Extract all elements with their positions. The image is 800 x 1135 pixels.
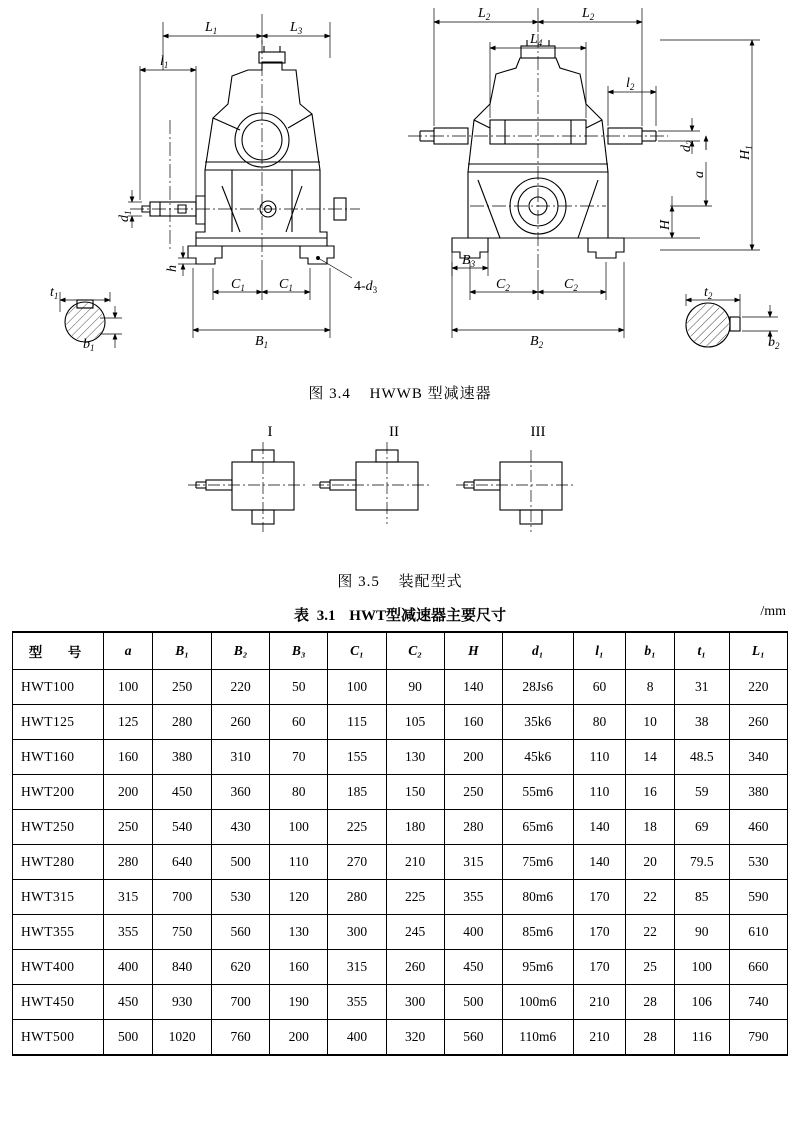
cell-b1s: 18 bbox=[626, 810, 674, 845]
cell-c1: 355 bbox=[328, 985, 386, 1020]
table-number: 3.1 bbox=[316, 608, 336, 624]
cell-h: 280 bbox=[444, 810, 502, 845]
column-header-c2: C₂ bbox=[386, 632, 444, 670]
cell-b2: 560 bbox=[211, 915, 269, 950]
svg-text:t2: $t_2$ bbox=[704, 285, 713, 301]
assembly-type-label-1: I bbox=[267, 424, 273, 440]
svg-text:C1: $C_1$ bbox=[279, 277, 293, 293]
cell-b1: 450 bbox=[153, 775, 212, 810]
figure-3-5-caption bbox=[0, 570, 800, 591]
cell-l1: 140 bbox=[573, 810, 626, 845]
cell-h: 355 bbox=[444, 880, 502, 915]
cell-model: HWT400 bbox=[13, 950, 104, 985]
cell-b2: 310 bbox=[211, 740, 269, 775]
cell-c1: 270 bbox=[328, 845, 386, 880]
svg-text:h: h bbox=[165, 265, 180, 272]
cell-l1: 170 bbox=[573, 950, 626, 985]
cell-b1: 540 bbox=[153, 810, 212, 845]
cell-b1: 930 bbox=[153, 985, 212, 1020]
svg-text:C2: $C_2$ bbox=[564, 277, 578, 293]
cell-b2: 430 bbox=[211, 810, 269, 845]
figure-3-4-drawing bbox=[0, 0, 800, 380]
svg-text:l1: $l_1$ bbox=[160, 54, 169, 70]
table-label: 表 bbox=[294, 608, 310, 624]
cell-d1: 45k6 bbox=[502, 740, 573, 775]
cell-d1: 65m6 bbox=[502, 810, 573, 845]
cell-b1s: 16 bbox=[626, 775, 674, 810]
cell-h: 500 bbox=[444, 985, 502, 1020]
cell-l1: 170 bbox=[573, 915, 626, 950]
svg-text:B1: $B_1$ bbox=[255, 334, 269, 350]
cell-a: 160 bbox=[104, 740, 153, 775]
cell-a: 500 bbox=[104, 1020, 153, 1056]
cell-b3: 50 bbox=[270, 670, 328, 705]
cell-a: 100 bbox=[104, 670, 153, 705]
cell-d1: 95m6 bbox=[502, 950, 573, 985]
table-row bbox=[13, 985, 788, 1020]
cell-t1: 85 bbox=[674, 880, 729, 915]
cell-h: 315 bbox=[444, 845, 502, 880]
cell-b2: 360 bbox=[211, 775, 269, 810]
table-section bbox=[12, 604, 788, 1056]
cell-b1s: 8 bbox=[626, 670, 674, 705]
cell-c1: 225 bbox=[328, 810, 386, 845]
svg-text:L1: $L_1$ bbox=[205, 20, 218, 36]
cell-model: HWT450 bbox=[13, 985, 104, 1020]
svg-text:H1: $H_1$ bbox=[738, 145, 754, 160]
cell-t1: 116 bbox=[674, 1020, 729, 1056]
svg-text:L2: $L_2$ bbox=[478, 6, 491, 22]
cell-b2: 620 bbox=[211, 950, 269, 985]
column-header-a: a bbox=[104, 632, 153, 670]
column-header-b2: B₂ bbox=[211, 632, 269, 670]
cell-b1s: 14 bbox=[626, 740, 674, 775]
cell-model: HWT355 bbox=[13, 915, 104, 950]
table-row bbox=[13, 845, 788, 880]
svg-text:L4: $L_4$ bbox=[530, 32, 543, 48]
figure-3-5-number: 3.5 bbox=[358, 574, 380, 590]
table-row bbox=[13, 670, 788, 705]
cell-b3: 100 bbox=[270, 810, 328, 845]
assembly-types-svg bbox=[0, 420, 800, 560]
cell-b3: 200 bbox=[270, 1020, 328, 1056]
cell-L1: 590 bbox=[729, 880, 787, 915]
cell-a: 400 bbox=[104, 950, 153, 985]
cell-d1: 80m6 bbox=[502, 880, 573, 915]
table-row bbox=[13, 880, 788, 915]
cell-l1: 110 bbox=[573, 740, 626, 775]
cell-b3: 80 bbox=[270, 775, 328, 810]
cell-d1: 75m6 bbox=[502, 845, 573, 880]
cell-a: 200 bbox=[104, 775, 153, 810]
column-header-l1: l₁ bbox=[573, 632, 626, 670]
table-title-text: HWT型减速器主要尺寸 bbox=[349, 608, 506, 624]
cell-b1s: 20 bbox=[626, 845, 674, 880]
cell-t1: 79.5 bbox=[674, 845, 729, 880]
figure-3-5-label: 图 bbox=[337, 574, 354, 590]
cell-c2: 225 bbox=[386, 880, 444, 915]
column-header-b1: B₁ bbox=[153, 632, 212, 670]
column-header-b1small: b₁ bbox=[626, 632, 674, 670]
svg-text:H: H bbox=[658, 219, 673, 230]
cell-b1: 640 bbox=[153, 845, 212, 880]
cell-b1: 250 bbox=[153, 670, 212, 705]
cell-b3: 130 bbox=[270, 915, 328, 950]
svg-text:B3: $B_3$ bbox=[462, 253, 476, 269]
cell-c2: 130 bbox=[386, 740, 444, 775]
cell-L1: 340 bbox=[729, 740, 787, 775]
cell-h: 450 bbox=[444, 950, 502, 985]
cell-c2: 105 bbox=[386, 705, 444, 740]
cell-b2: 700 bbox=[211, 985, 269, 1020]
cell-c1: 315 bbox=[328, 950, 386, 985]
cell-c1: 100 bbox=[328, 670, 386, 705]
cell-L1: 530 bbox=[729, 845, 787, 880]
cell-a: 450 bbox=[104, 985, 153, 1020]
cell-l1: 210 bbox=[573, 1020, 626, 1056]
cell-d1: 55m6 bbox=[502, 775, 573, 810]
cell-c1: 280 bbox=[328, 880, 386, 915]
table-row bbox=[13, 1020, 788, 1056]
svg-text:C1: $C_1$ bbox=[231, 277, 245, 293]
cell-b3: 120 bbox=[270, 880, 328, 915]
cell-t1: 90 bbox=[674, 915, 729, 950]
cell-b2: 260 bbox=[211, 705, 269, 740]
cell-b3: 190 bbox=[270, 985, 328, 1020]
cell-t1: 106 bbox=[674, 985, 729, 1020]
table-row bbox=[13, 810, 788, 845]
cell-l1: 80 bbox=[573, 705, 626, 740]
cell-c1: 300 bbox=[328, 915, 386, 950]
cell-h: 250 bbox=[444, 775, 502, 810]
svg-text:C2: $C_2$ bbox=[496, 277, 510, 293]
cell-b2: 500 bbox=[211, 845, 269, 880]
figure-3-4-title: HWWB 型减速器 bbox=[369, 386, 492, 402]
column-header-t1: t₁ bbox=[674, 632, 729, 670]
figure-3-4-label: 图 bbox=[308, 386, 325, 402]
cell-l1: 60 bbox=[573, 670, 626, 705]
cell-a: 315 bbox=[104, 880, 153, 915]
cell-c1: 115 bbox=[328, 705, 386, 740]
cell-t1: 31 bbox=[674, 670, 729, 705]
cell-c2: 210 bbox=[386, 845, 444, 880]
table-body bbox=[13, 670, 788, 1056]
cell-L1: 460 bbox=[729, 810, 787, 845]
column-header-h: H bbox=[444, 632, 502, 670]
gearbox-drawing-svg bbox=[0, 0, 800, 380]
cell-a: 125 bbox=[104, 705, 153, 740]
svg-text:d2: $d_2$ bbox=[679, 140, 695, 152]
cell-b1s: 28 bbox=[626, 985, 674, 1020]
cell-b1s: 28 bbox=[626, 1020, 674, 1056]
svg-text:d1: $d_1$ bbox=[117, 210, 133, 222]
cell-b1s: 10 bbox=[626, 705, 674, 740]
cell-L1: 740 bbox=[729, 985, 787, 1020]
cell-c2: 150 bbox=[386, 775, 444, 810]
cell-t1: 48.5 bbox=[674, 740, 729, 775]
cell-t1: 38 bbox=[674, 705, 729, 740]
cell-d1: 110m6 bbox=[502, 1020, 573, 1056]
cell-c2: 260 bbox=[386, 950, 444, 985]
cell-model: HWT160 bbox=[13, 740, 104, 775]
cell-h: 560 bbox=[444, 1020, 502, 1056]
svg-text:B2: $B_2$ bbox=[530, 334, 544, 350]
cell-d1: 28Js6 bbox=[502, 670, 573, 705]
column-header-L1: L₁ bbox=[729, 632, 787, 670]
cell-b3: 160 bbox=[270, 950, 328, 985]
cell-a: 250 bbox=[104, 810, 153, 845]
cell-l1: 210 bbox=[573, 985, 626, 1020]
cell-a: 280 bbox=[104, 845, 153, 880]
cell-b1: 380 bbox=[153, 740, 212, 775]
svg-text:L3: $L_3$ bbox=[290, 20, 303, 36]
table-row bbox=[13, 915, 788, 950]
svg-text:4-d3: $4-d_3$ bbox=[354, 279, 378, 295]
cell-b1: 1020 bbox=[153, 1020, 212, 1056]
cell-b2: 530 bbox=[211, 880, 269, 915]
cell-model: HWT200 bbox=[13, 775, 104, 810]
cell-h: 160 bbox=[444, 705, 502, 740]
cell-l1: 170 bbox=[573, 880, 626, 915]
cell-t1: 69 bbox=[674, 810, 729, 845]
cell-L1: 380 bbox=[729, 775, 787, 810]
table-row bbox=[13, 705, 788, 740]
cell-t1: 59 bbox=[674, 775, 729, 810]
table-header-row bbox=[13, 632, 788, 670]
cell-c1: 185 bbox=[328, 775, 386, 810]
cell-b1s: 22 bbox=[626, 880, 674, 915]
svg-text:l2: $l_2$ bbox=[626, 76, 635, 92]
cell-model: HWT500 bbox=[13, 1020, 104, 1056]
cell-b1: 280 bbox=[153, 705, 212, 740]
column-header-model: 型 号 bbox=[13, 632, 104, 670]
column-header-c1: C₁ bbox=[328, 632, 386, 670]
cell-c1: 400 bbox=[328, 1020, 386, 1056]
cell-b3: 110 bbox=[270, 845, 328, 880]
svg-text:b2: $b_2$ bbox=[768, 335, 780, 351]
column-header-d1: d₁ bbox=[502, 632, 573, 670]
cell-a: 355 bbox=[104, 915, 153, 950]
cell-model: HWT100 bbox=[13, 670, 104, 705]
cell-L1: 610 bbox=[729, 915, 787, 950]
cell-L1: 260 bbox=[729, 705, 787, 740]
cell-b1: 750 bbox=[153, 915, 212, 950]
cell-c2: 180 bbox=[386, 810, 444, 845]
cell-l1: 110 bbox=[573, 775, 626, 810]
cell-b2: 220 bbox=[211, 670, 269, 705]
svg-text:b1: $b_1$ bbox=[83, 337, 95, 353]
table-title bbox=[12, 604, 788, 625]
cell-model: HWT250 bbox=[13, 810, 104, 845]
cell-b1: 700 bbox=[153, 880, 212, 915]
cell-h: 400 bbox=[444, 915, 502, 950]
cell-d1: 100m6 bbox=[502, 985, 573, 1020]
figure-3-4-caption bbox=[0, 382, 800, 403]
table-row bbox=[13, 740, 788, 775]
figure-3-5-title: 装配型式 bbox=[398, 574, 463, 590]
cell-c1: 155 bbox=[328, 740, 386, 775]
cell-L1: 660 bbox=[729, 950, 787, 985]
cell-b3: 70 bbox=[270, 740, 328, 775]
figure-3-4-number: 3.4 bbox=[329, 386, 351, 402]
cell-l1: 140 bbox=[573, 845, 626, 880]
svg-text:a: a bbox=[692, 171, 707, 178]
cell-b2: 760 bbox=[211, 1020, 269, 1056]
assembly-type-label-3: III bbox=[530, 424, 546, 440]
cell-c2: 245 bbox=[386, 915, 444, 950]
cell-c2: 320 bbox=[386, 1020, 444, 1056]
svg-text:t1: $t_1$ bbox=[50, 285, 59, 301]
table-unit: /mm bbox=[760, 604, 786, 619]
cell-model: HWT315 bbox=[13, 880, 104, 915]
svg-text:L2: $L_2$ bbox=[582, 6, 595, 22]
cell-d1: 35k6 bbox=[502, 705, 573, 740]
cell-b3: 60 bbox=[270, 705, 328, 740]
cell-d1: 85m6 bbox=[502, 915, 573, 950]
table-row bbox=[13, 775, 788, 810]
figure-3-5-drawing bbox=[0, 420, 800, 560]
table-row bbox=[13, 950, 788, 985]
assembly-type-label-2: II bbox=[389, 424, 399, 440]
cell-h: 140 bbox=[444, 670, 502, 705]
dimensions-table bbox=[12, 631, 788, 1056]
cell-L1: 790 bbox=[729, 1020, 787, 1056]
cell-b1s: 25 bbox=[626, 950, 674, 985]
cell-t1: 100 bbox=[674, 950, 729, 985]
cell-h: 200 bbox=[444, 740, 502, 775]
cell-b1s: 22 bbox=[626, 915, 674, 950]
cell-model: HWT280 bbox=[13, 845, 104, 880]
cell-c2: 90 bbox=[386, 670, 444, 705]
cell-b1: 840 bbox=[153, 950, 212, 985]
cell-L1: 220 bbox=[729, 670, 787, 705]
cell-c2: 300 bbox=[386, 985, 444, 1020]
cell-model: HWT125 bbox=[13, 705, 104, 740]
column-header-b3: B₃ bbox=[270, 632, 328, 670]
